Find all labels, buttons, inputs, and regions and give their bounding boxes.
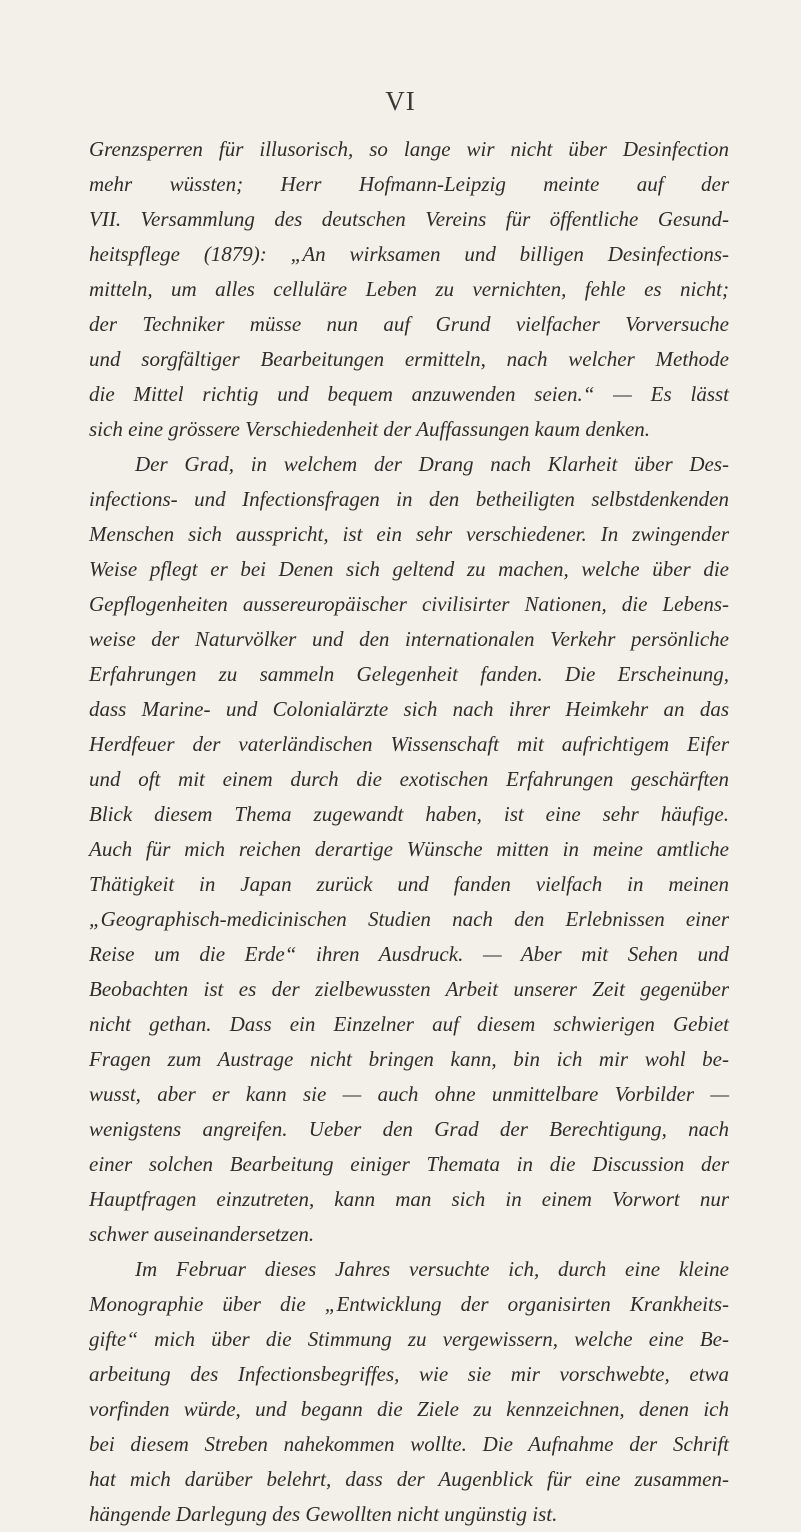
text-line: Thätigkeit in Japan zurück und fanden vielfach in meinen <box>89 872 729 896</box>
text-line: Menschen sich ausspricht, ist ein sehr verschiedener. In zwingender <box>89 522 729 546</box>
text-line: Gepflogenheiten aussereuropäischer civilisirter Nationen, die Lebens- <box>89 592 729 616</box>
text-line: infections- und Infectionsfragen in den betheiligten selbstdenkenden <box>89 487 729 511</box>
text-line: der Techniker müsse nun auf Grund vielfacher Vorversuche <box>89 312 729 336</box>
text-line: Herdfeuer der vaterländischen Wissenschaft mit aufrichtigem Eifer <box>89 732 729 756</box>
text-line: sich eine grössere Verschiedenheit der Auffassungen kaum denken. <box>89 417 651 441</box>
paragraph <box>89 1252 729 1532</box>
text-line: „Geographisch-medicinischen Studien nach den Erlebnissen einer <box>89 907 729 931</box>
text-line: Grenzsperren für illusorisch, so lange wir nicht über Desinfection <box>89 137 729 161</box>
text-line: wusst, aber er kann sie — auch ohne unmittelbare Vorbilder — <box>89 1082 729 1106</box>
text-line: hängende Darlegung des Gewollten nicht ungünstig ist. <box>89 1502 558 1526</box>
text-line: und sorgfältiger Bearbeitungen ermitteln, nach welcher Methode <box>89 347 729 371</box>
text-line: hat mich darüber belehrt, dass der Augenblick für eine zusammen- <box>89 1467 729 1491</box>
text-line: Auch für mich reichen derartige Wünsche mitten in meine amtliche <box>89 837 729 861</box>
text-line: Im Februar dieses Jahres versuchte ich, durch eine kleine <box>135 1257 729 1281</box>
text-line: gifte“ mich über die Stimmung zu vergewissern, welche eine Be- <box>89 1327 729 1351</box>
text-line: heitspflege (1879): „An wirksamen und billigen Desinfections- <box>89 242 729 266</box>
text-line: VII. Versammlung des deutschen Vereins für öffentliche Gesund- <box>89 207 729 231</box>
body-text <box>89 132 729 1532</box>
text-line: bei diesem Streben nahekommen wollte. Die Aufnahme der Schrift <box>89 1432 729 1456</box>
text-line: Fragen zum Austrage nicht bringen kann, bin ich mir wohl be- <box>89 1047 729 1071</box>
text-line: wenigstens angreifen. Ueber den Grad der Berechtigung, nach <box>89 1117 729 1141</box>
page-number: VI <box>385 86 416 116</box>
text-line: vorfinden würde, und begann die Ziele zu kennzeichnen, denen ich <box>89 1397 729 1421</box>
text-line: und oft mit einem durch die exotischen Erfahrungen geschärften <box>89 767 729 791</box>
text-line: nicht gethan. Dass ein Einzelner auf diesem schwierigen Gebiet <box>89 1012 729 1036</box>
text-line: arbeitung des Infectionsbegriffes, wie sie mir vorschwebte, etwa <box>89 1362 729 1386</box>
text-line: Weise pflegt er bei Denen sich geltend zu machen, welche über die <box>89 557 729 581</box>
text-line: mitteln, um alles celluläre Leben zu vernichten, fehle es nicht; <box>89 277 729 301</box>
text-line: dass Marine- und Colonialärzte sich nach ihrer Heimkehr an das <box>89 697 729 721</box>
text-line: mehr wüssten; Herr Hofmann-Leipzig meinte auf der <box>89 172 729 196</box>
text-line: weise der Naturvölker und den internationalen Verkehr persönliche <box>89 627 729 651</box>
text-line: Reise um die Erde“ ihren Ausdruck. — Aber mit Sehen und <box>89 942 729 966</box>
paragraph <box>89 132 729 447</box>
text-line: Hauptfragen einzutreten, kann man sich in einem Vorwort nur <box>89 1187 729 1211</box>
paragraph <box>89 447 729 1252</box>
text-line: einer solchen Bearbeitung einiger Themata in die Discussion der <box>89 1152 729 1176</box>
text-line: Monographie über die „Entwicklung der organisirten Krankheits- <box>89 1292 729 1316</box>
text-line: Der Grad, in welchem der Drang nach Klarheit über Des- <box>135 452 729 476</box>
text-line: Blick diesem Thema zugewandt haben, ist eine sehr häufige. <box>89 802 729 826</box>
text-line: schwer auseinandersetzen. <box>89 1222 315 1246</box>
text-line: die Mittel richtig und bequem anzuwenden seien.“ — Es lässt <box>89 382 729 406</box>
text-line: Erfahrungen zu sammeln Gelegenheit fanden. Die Erscheinung, <box>89 662 729 686</box>
text-line: Beobachten ist es der zielbewussten Arbeit unserer Zeit gegenüber <box>89 977 729 1001</box>
